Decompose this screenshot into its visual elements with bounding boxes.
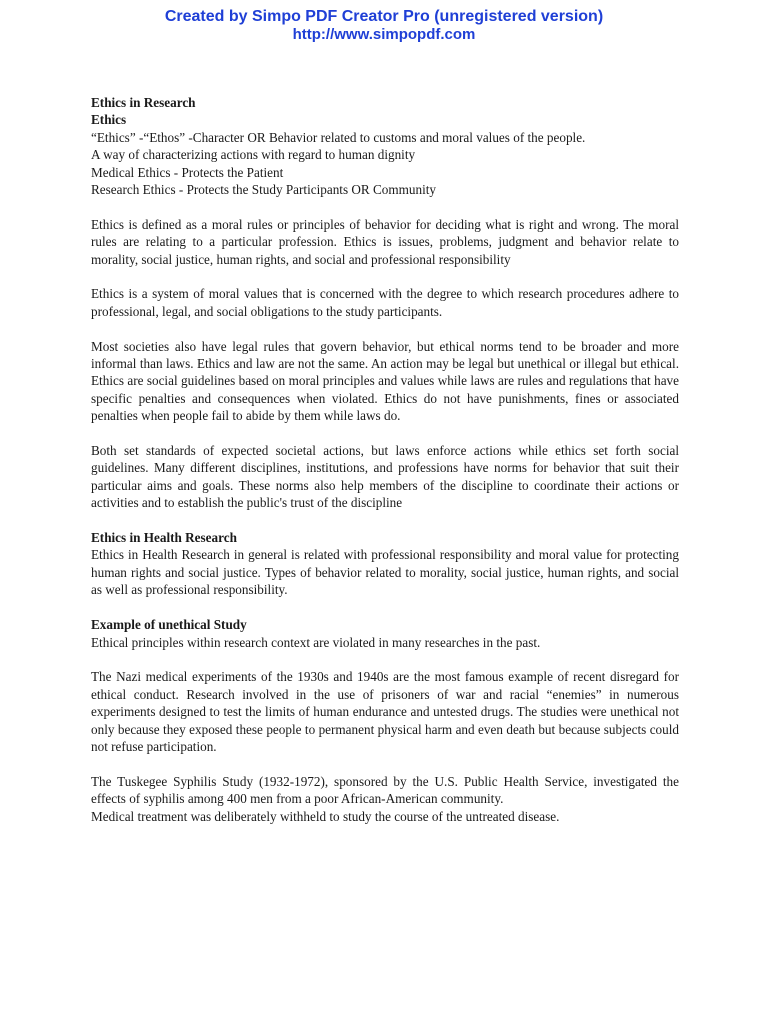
unethical-study-heading: Example of unethical Study xyxy=(91,617,247,633)
nazi-experiments-paragraph: The Nazi medical experiments of the 1930s and 1940s are the most famous example of recent disregard for ethical conduct. Research involved in the use of prisoners of war and racial “enemies” in numerous experiments designed to test the limits of human endurance and untested drugs. The studies were unethical not only because they exposed these people to permanent physical harm and even death but because subjects could not refuse participation. xyxy=(91,669,679,754)
ethics-vs-law-paragraph: Most societies also have legal rules that govern behavior, but ethical norms tend to be broader and more informal than laws. Ethics and law are not the same. An action may be legal but unethical or illegal but ethical. Ethics are social guidelines based on moral principles and values while laws are rules and regulations that have specific penalties and consequences when violated. Ethics do not have punishments, fines or associated penalties when people fail to abide by them while laws do. xyxy=(91,338,679,424)
definition-line: Research Ethics - Protects the Study Participants OR Community xyxy=(91,182,437,198)
definition-line: Medical Ethics - Protects the Patient xyxy=(91,164,284,180)
document-title: Ethics in Research xyxy=(91,95,196,110)
ethics-heading: Ethics xyxy=(91,112,127,128)
unethical-intro-paragraph: Ethical principles within research context are violated in many researches in the past. xyxy=(91,634,541,650)
moral-values-paragraph: Ethics is a system of moral values that is concerned with the degree to which research procedures adhere to professional, legal, and social obligations to the study participants. xyxy=(91,286,679,319)
watermark-title: Created by Simpo PDF Creator Pro (unregistered version) xyxy=(164,8,604,25)
definition-line: A way of characterizing actions with regard to human dignity xyxy=(91,147,416,163)
standards-paragraph: Both set standards of expected societal actions, but laws enforce actions while ethics set forth social guidelines. Many different disciplines, institutions, and professions have norms for behavior that suit their particular aims and goals. These norms also help members of the discipline to coordinate their actions or activities and to establish the public's trust of the discipline xyxy=(91,443,679,511)
ethics-definition-paragraph: Ethics is defined as a moral rules or principles of behavior for deciding what is right and wrong. The moral rules are relating to a particular profession. Ethics is issues, problems, judgment and behavior relate to morality, social justice, human rights, and social and professional responsibility xyxy=(91,216,679,267)
tuskegee-paragraph: The Tuskegee Syphilis Study (1932-1972), sponsored by the U.S. Public Health Service, investigated the effects of syphilis among 400 men from a poor African-American community. xyxy=(91,773,679,807)
tuskegee-paragraph-end: Medical treatment was deliberately withheld to study the course of the untreated disease. xyxy=(91,808,560,824)
health-research-heading: Ethics in Health Research xyxy=(91,530,237,546)
document-body xyxy=(91,94,679,825)
definition-line: “Ethics” -“Ethos” -Character OR Behavior related to customs and moral values of the people. xyxy=(91,129,586,145)
health-research-paragraph: Ethics in Health Research in general is related with professional responsibility and moral value for protecting human rights and social justice. Types of behavior related to morality, social justice, human rights, and social as well as professional responsibility. xyxy=(91,547,679,598)
pdf-watermark xyxy=(0,7,768,44)
watermark-url[interactable]: http://www.simpopdf.com xyxy=(292,26,476,43)
